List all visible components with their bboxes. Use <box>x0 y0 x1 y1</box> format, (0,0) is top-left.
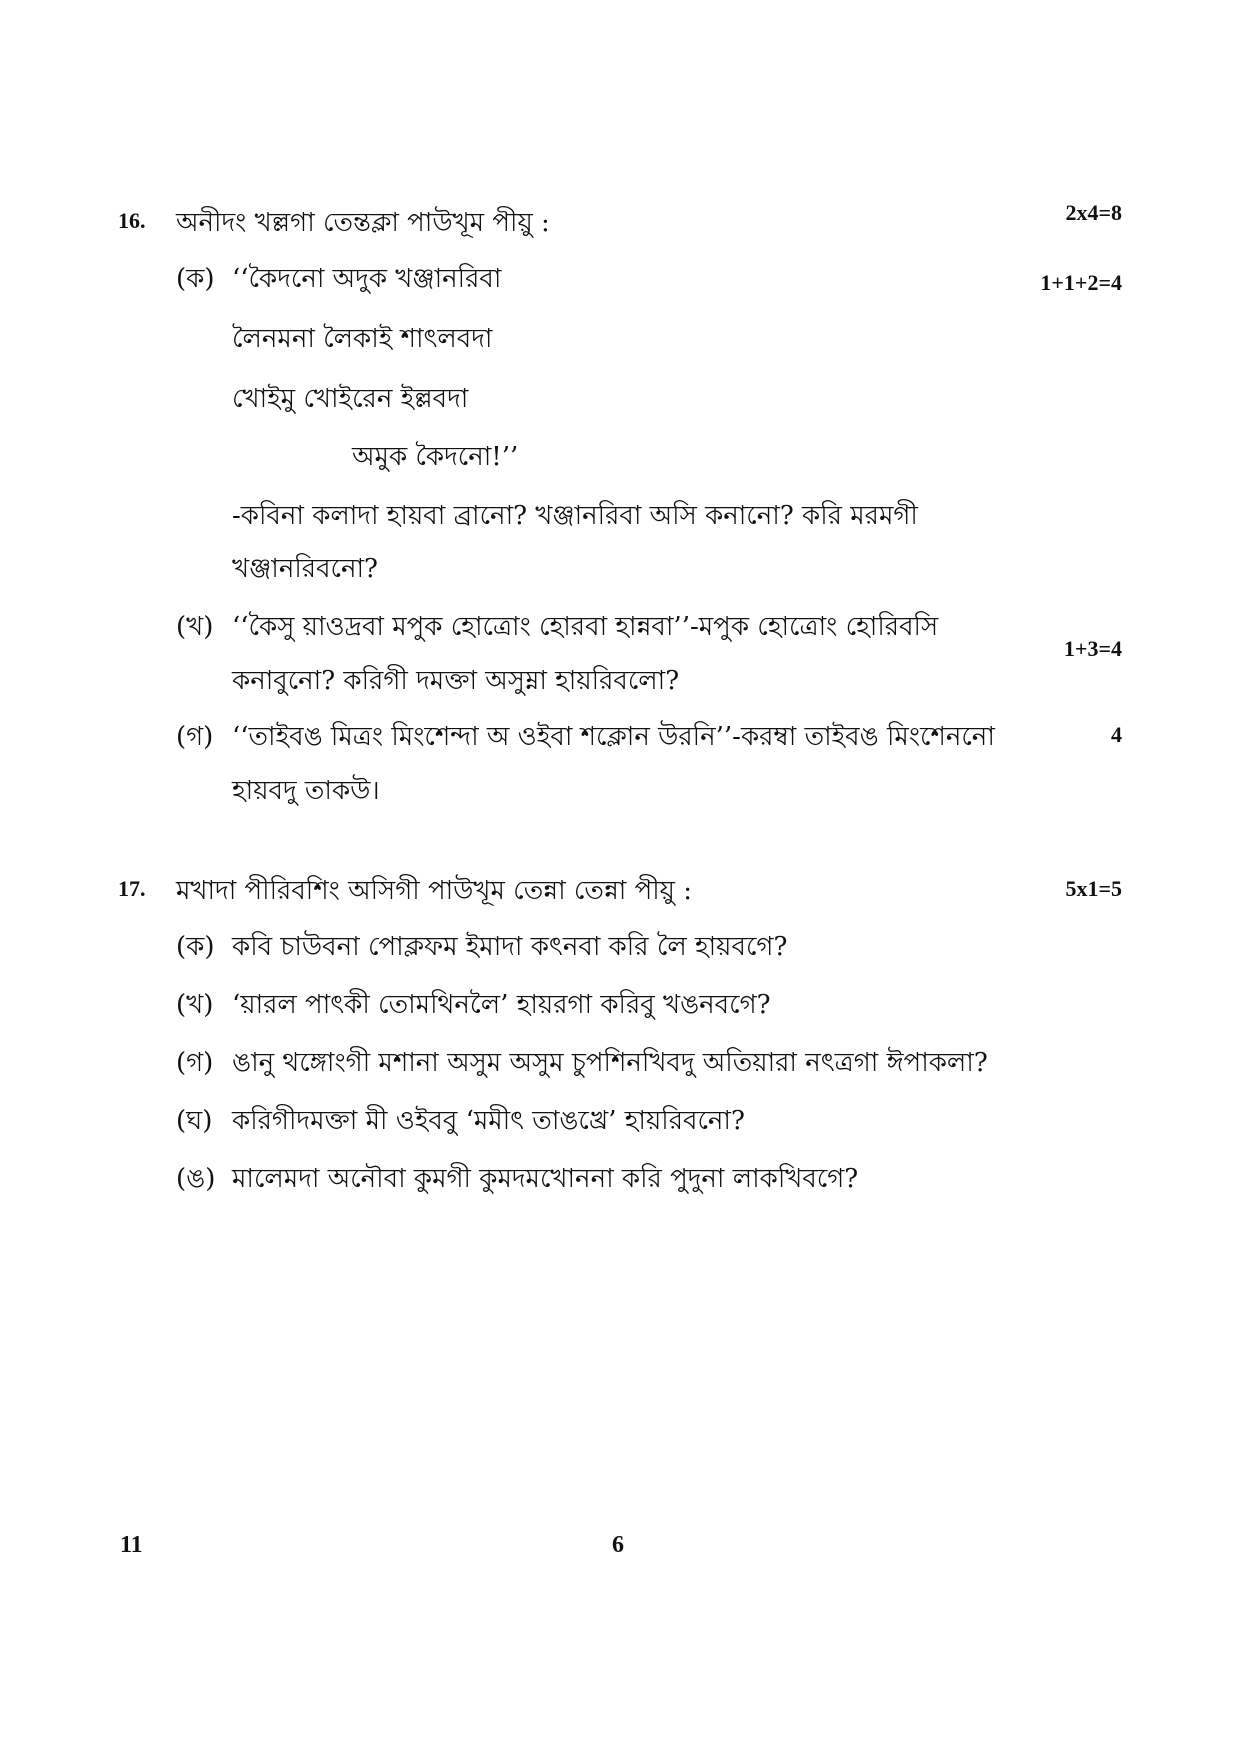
q16-a-line6: খঞ্জানরিবনো? <box>232 554 379 584</box>
q17-item-text: কবি চাউবনা পোক্লফম ইমাদা কৎনবা করি লৈ হায়বগে? <box>232 932 788 962</box>
q17-item-label: (গ) <box>176 1048 214 1078</box>
q17-item-text: ঙানু থঙ্গোংগী মশানা অসুম অসুম চুপশিনখিবদু অতিয়ারা নৎত্রগা ঈপাকলা? <box>232 1048 988 1078</box>
question-17-marks: 5x1=5 <box>1065 876 1122 901</box>
q17-item-label: (খ) <box>176 990 214 1020</box>
q17-item-label: (ক) <box>176 932 215 962</box>
q16-a-line1: ‘‘কৈদনো অদুক খঞ্জানরিবা <box>232 264 502 294</box>
q16-b-marks: 1+3=4 <box>1063 636 1122 661</box>
q17-item-label: (ঘ) <box>176 1106 213 1136</box>
question-16-marks: 2x4=8 <box>1065 200 1122 225</box>
q16-c-label: (গ) <box>176 722 214 752</box>
q17-item-label: (ঙ) <box>176 1164 216 1194</box>
q16-b-label: (খ) <box>176 612 214 642</box>
question-17-prompt: মখাদা পীরিবশিং অসিগী পাউখূম তেন্না তেন্না পীয়ু : <box>176 876 693 906</box>
q16-c-line2: হায়বদু তাকউ। <box>232 776 380 806</box>
question-17-number: 17. <box>118 876 146 901</box>
q16-a-marks: 1+1+2=4 <box>1040 270 1122 295</box>
q16-b-line1: ‘‘কৈসু য়াওদ্রবা মপুক হোত্রোং হোরবা হান্নবা’’-মপুক হোত্রোং হোরিবসি <box>232 612 939 642</box>
q17-item-text: করিগীদমক্তা মী ওইববু ‘মমীৎ তাঙখ্রে’ হায়রিবনো? <box>232 1106 745 1136</box>
q16-b-line2: কনাবুনো? করিগী দমক্তা অসুম্না হায়রিবলো? <box>232 666 680 696</box>
page-number: 6 <box>612 1532 624 1558</box>
question-16-prompt: অনীদং খল্লগা তেন্তক্লা পাউখূম পীয়ু : <box>176 208 550 238</box>
footer-code: 11 <box>120 1532 143 1558</box>
question-16-number: 16. <box>118 208 146 233</box>
q16-a-label: (ক) <box>176 264 215 294</box>
q16-a-line3: খোইমু খোইরেন ইল্লবদা <box>232 384 469 414</box>
q16-c-marks: 4 <box>1111 722 1122 747</box>
q17-item-text: মালেমদা অনৌবা কুমগী কুমদমখোননা করি পুদুনা লাকখিবগে? <box>232 1164 859 1194</box>
q16-a-line2: লৈনমনা লৈকাই শাৎলবদা <box>232 324 493 354</box>
q16-a-line4: অমুক কৈদনো!’’ <box>352 442 519 472</box>
q16-c-line1: ‘‘তাইবঙ মিত্রং মিংশেন্দা অ ওইবা শক্লোন উরনি’’-করম্বা তাইবঙ মিংশেননো <box>232 722 995 752</box>
q16-a-line5: -কবিনা কলাদা হায়বা ব্রানো? খঞ্জানরিবা অসি কনানো? করি মরমগী <box>232 501 918 531</box>
q17-item-text: ‘য়ারল পাৎকী তোমথিনলৈ’ হায়রগা করিবু খঙনবগে? <box>232 990 771 1020</box>
